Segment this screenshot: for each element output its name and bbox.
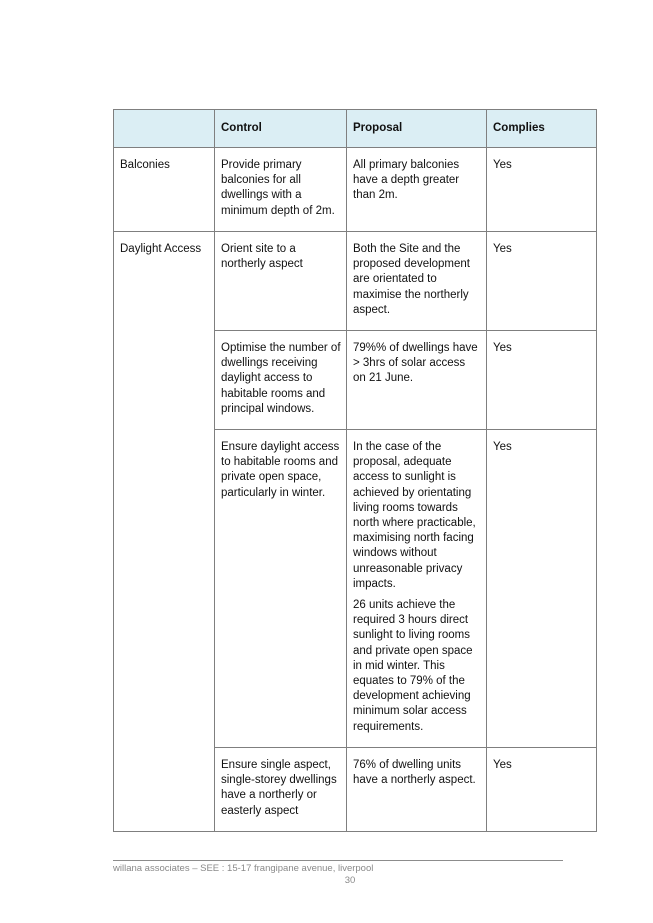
control-cell: Optimise the number of dwellings receiving daylight access to habitable rooms and principal windows. — [215, 331, 347, 430]
proposal-paragraph: In the case of the proposal, adequate access to sunlight is achieved by orientating living rooms towards north where practicable, maximising north facing windows without unreasonable privacy impacts. — [353, 441, 476, 590]
header-proposal: Proposal — [347, 110, 487, 148]
proposal-paragraph: 79%% of dwellings have > 3hrs of solar access on 21 June. — [353, 342, 478, 385]
footer-text: willana associates – SEE : 15-17 frangipane avenue, liverpool — [113, 863, 374, 874]
proposal-paragraph: Both the Site and the proposed development are orientated to maximise the northerly aspect. — [353, 243, 470, 316]
table-row — [114, 748, 597, 832]
complies-cell: Yes — [487, 748, 597, 832]
proposal-cell — [347, 331, 487, 430]
section-cell — [114, 331, 215, 430]
table-row — [114, 430, 597, 748]
section-cell — [114, 430, 215, 748]
control-cell: Ensure single aspect, single-storey dwellings have a northerly or easterly aspect — [215, 748, 347, 832]
compliance-table — [113, 109, 597, 832]
control-cell: Provide primary balconies for all dwellings with a minimum depth of 2m. — [215, 148, 347, 232]
header-control: Control — [215, 110, 347, 148]
complies-cell: Yes — [487, 232, 597, 331]
proposal-paragraph: All primary balconies have a depth greater than 2m. — [353, 159, 460, 202]
proposal-cell — [347, 232, 487, 331]
proposal-cell — [347, 748, 487, 832]
page-number: 30 — [344, 875, 356, 886]
complies-cell: Yes — [487, 148, 597, 232]
header-section — [114, 110, 215, 148]
proposal-paragraph: 26 units achieve the required 3 hours direct sunlight to living rooms and private open space in mid winter. This equates to 79% of the development achieving minimum solar access requirements. — [353, 599, 473, 733]
section-cell: Daylight Access — [114, 232, 215, 331]
table-header-row — [114, 110, 597, 148]
proposal-paragraph: 76% of dwelling units have a northerly aspect. — [353, 759, 476, 787]
complies-cell: Yes — [487, 331, 597, 430]
control-cell: Ensure daylight access to habitable rooms and private open space, particularly in winter. — [215, 430, 347, 748]
table-row — [114, 331, 597, 430]
section-cell — [114, 748, 215, 832]
proposal-cell — [347, 430, 487, 748]
complies-cell: Yes — [487, 430, 597, 748]
control-cell: Orient site to a northerly aspect — [215, 232, 347, 331]
footer-divider — [113, 860, 563, 861]
proposal-cell — [347, 148, 487, 232]
header-complies: Complies — [487, 110, 597, 148]
table-row — [114, 232, 597, 331]
section-cell: Balconies — [114, 148, 215, 232]
table-row — [114, 148, 597, 232]
